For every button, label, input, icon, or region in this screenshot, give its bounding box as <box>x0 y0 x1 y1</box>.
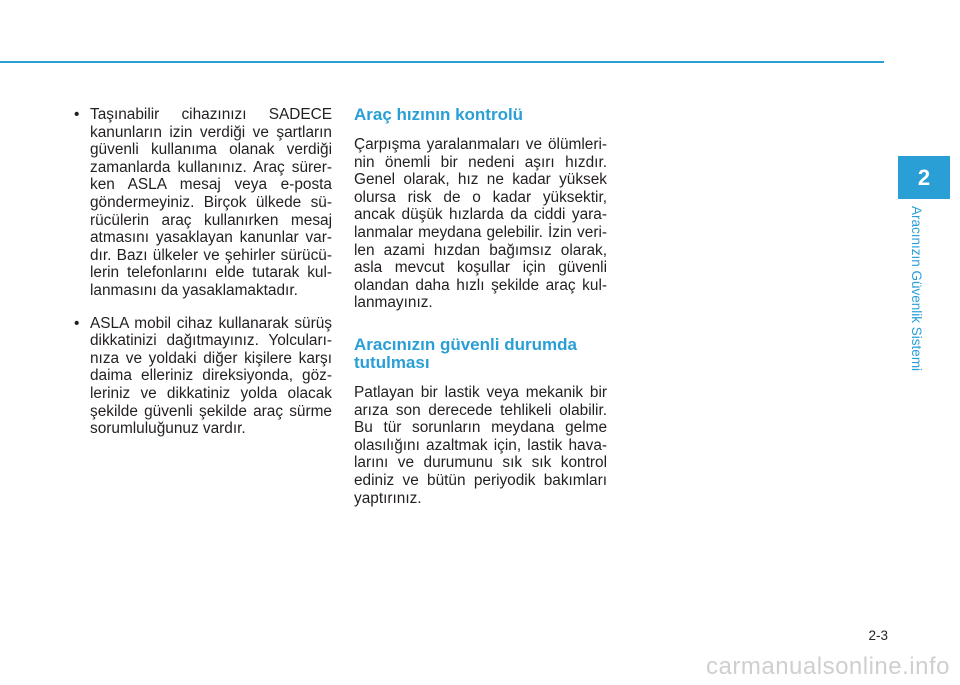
bullet-list <box>74 106 332 438</box>
bullet-text: ASLA mobil cihaz kullanarak sürüş dikkatinizi dağıtmayınız. Yolcuları-nıza ve yoldaki diğer kişilere karşı daima elleriniz direksiyonda, göz-leriniz ve dikkatiniz yolda olacak şekilde güvenli şekilde araç sürme sorumluluğunuz vardır. <box>90 314 332 438</box>
watermark-logo: carmanualsonline.info <box>706 653 950 680</box>
bullet-icon: • <box>74 314 80 332</box>
bullet-item-portable-devices <box>74 106 332 300</box>
page-number: 2-3 <box>868 628 888 643</box>
bullet-icon: • <box>74 106 80 123</box>
header-rule <box>0 61 884 63</box>
section-heading-speed-control: Araç hızının kontrolü <box>354 105 524 124</box>
bullet-item-driver-attention <box>74 315 332 438</box>
chapter-number-tab: 2 <box>898 156 950 199</box>
right-column <box>354 106 607 507</box>
section-body-vehicle-condition: Patlayan bir lastik veya mekanik bir arıza son derecede tehlikeli olabilir. Bu tür sorunların meydana gelme olasılığını azaltmak için, lastik hava-larını ve durumunu sık sık kontrol ediniz ve bütün periyodik bakımları yaptırınız. <box>354 383 607 507</box>
bullet-text: Taşınabilir cihazınızı SADECE kanunların izin verdiği ve şartların güvenli kullanıma olanak verdiği zamanlarda kullanınız. Araç sürer-ken ASLA mesaj veya e-posta göndermeyiniz. Birçok ülkede sü-rücülerin araç kullanırken mesaj atmasını yasaklayan kanunlar var-dır. Bazı ülkeler ve şehirler sürücü-lerin telefonlarını elde tutarak kul-lanmasını da yasaklamaktadır. <box>90 106 332 299</box>
chapter-title-vertical: Aracınızın Güvenlik Sistemi <box>909 206 924 372</box>
left-column <box>74 106 332 453</box>
section-body-speed-control: Çarpışma yaralanmaları ve ölümleri-nin önemli bir nedeni aşırı hızdır. Genel olarak, hız ne kadar yüksek olursa risk de o kadar yüksektir, ancak düşük hızlarda da ciddi yara-lanmalar meydana gelebilir. İzin veri-len azami hızdan bağımsız olarak, asla mevcut koşullar için güvenli olandan daha hızlı şekilde araç kul-lanmayınız. <box>354 136 607 312</box>
section-heading-vehicle-condition: Aracınızın güvenli durumda tutulması <box>354 334 577 372</box>
